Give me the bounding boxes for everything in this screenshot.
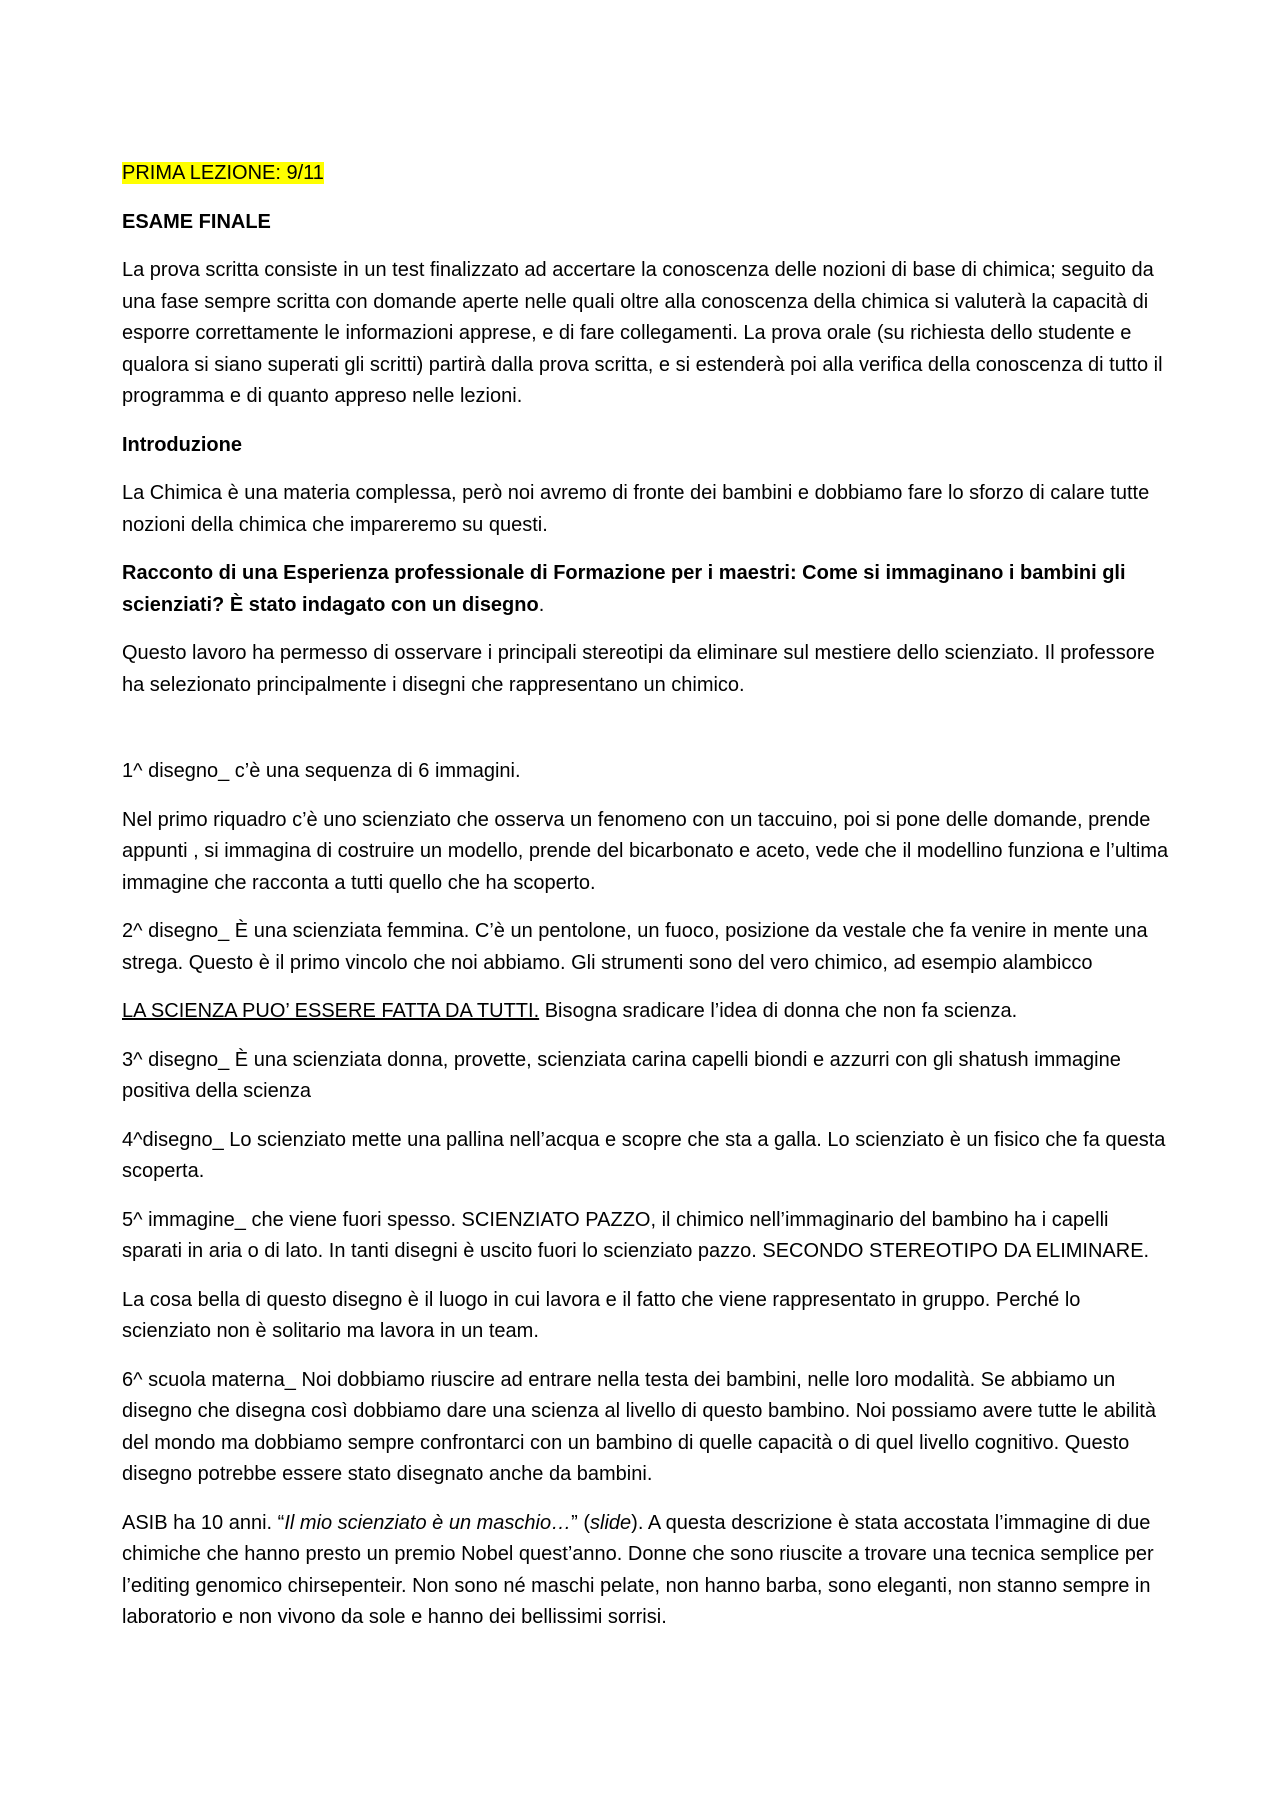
- drawing-3-paragraph: 3^ disegno_ È una scienziata donna, provette, scienziata carina capelli biondi e azzurri con gli shatush immagine positiva della scienza: [122, 1048, 1121, 1102]
- asib-paragraph: [122, 1508, 1172, 1634]
- drawing-1-paragraph: Nel primo riquadro c’è uno scienziato che osserva un fenomeno con un taccuino, poi si pone delle domande, prende appunti , si immagina di costruire un modello, prende del bicarbonato e aceto, vede che il modellino funziona e l’ultima immagine che racconta a tutti quello che ha scoperto.: [122, 808, 1169, 894]
- story-paragraph: Questo lavoro ha permesso di osservare i principali stereotipi da eliminare sul mestiere dello scienziato. Il professore ha selezionato principalmente i disegni che rappresentano un chimico.: [122, 642, 1155, 696]
- exam-heading: ESAME FINALE: [122, 210, 271, 233]
- intro-paragraph: La Chimica è una materia complessa, però noi avremo di fronte dei bambini e dobbiamo fare lo sforzo di calare tutte nozioni della chimica che impareremo su questi.: [122, 482, 1150, 536]
- asib-mid: ” (: [571, 1511, 591, 1534]
- intro-heading: Introduzione: [122, 433, 242, 456]
- lesson-header: [122, 158, 1172, 190]
- science-for-all-rest: Bisogna sradicare l’idea di donna che non fa scienza.: [539, 1000, 1018, 1022]
- story-heading: [122, 558, 1172, 621]
- lesson-header-highlight: PRIMA LEZIONE: 9/11: [122, 162, 324, 184]
- science-for-all-paragraph: [122, 996, 1172, 1028]
- asib-quote: Il mio scienziato è un maschio…: [284, 1511, 572, 1534]
- drawing-5-note: La cosa bella di questo disegno è il luogo in cui lavora e il fatto che viene rappresentato in gruppo. Perché lo scienziato non è solitario ma lavora in un team.: [122, 1288, 1081, 1342]
- story-heading-tail: .: [538, 593, 545, 616]
- asib-intro: ASIB ha 10 anni. “: [122, 1511, 285, 1534]
- science-for-all-underlined: LA SCIENZA PUO’ ESSERE FATTA DA TUTTI.: [122, 1000, 540, 1022]
- drawing-1-title: 1^ disegno_ c’è una sequenza di 6 immagini.: [122, 760, 521, 782]
- document-page: [122, 158, 1172, 1651]
- drawing-6-paragraph: 6^ scuola materna_ Noi dobbiamo riuscire ad entrare nella testa dei bambini, nelle loro modalità. Se abbiamo un disegno che disegna così dobbiamo dare una scienza al livello di questo bambino. Noi possiamo avere tutte le abilità del mondo ma dobbiamo sempre confrontarci con un bambino di quelle capacità o di quel livello cognitivo. Questo disegno potrebbe essere stato disegnato anche da bambini.: [122, 1368, 1156, 1485]
- drawing-5-paragraph: 5^ immagine_ che viene fuori spesso. SCIENZIATO PAZZO, il chimico nell’immaginario del bambino ha i capelli sparati in aria o di lato. In tanti disegni è uscito fuori lo scienziato pazzo. SECONDO STEREOTIPO DA ELIMINARE.: [122, 1208, 1150, 1262]
- exam-paragraph: La prova scritta consiste in un test finalizzato ad accertare la conoscenza delle nozioni di base di chimica; seguito da una fase sempre scritta con domande aperte nelle quali oltre alla conoscenza della chimica si valuterà la capacità di esporre correttamente le informazioni apprese, e di fare collegamenti. La prova orale (su richiesta dello studente e qualora si siano superati gli scritti) partirà dalla prova scritta, e si estenderà poi alla verifica della conoscenza di tutto il programma e di quanto appreso nelle lezioni.: [122, 259, 1163, 407]
- story-heading-bold: Racconto di una Esperienza professionale di Formazione per i maestri: Come si immaginano i bambini gli scienziati? È stato indagato con un disegno: [122, 562, 1126, 616]
- drawing-4-paragraph: 4^disegno_ Lo scienziato mette una pallina nell’acqua e scopre che sta a galla. Lo scienziato è un fisico che fa questa scoperta.: [122, 1128, 1166, 1182]
- drawing-2-paragraph: 2^ disegno_ È una scienziata femmina. C’è un pentolone, un fuoco, posizione da vestale che fa venire in mente una strega. Questo è il primo vincolo che noi abbiamo. Gli strumenti sono del vero chimico, ad esempio alambicco: [122, 920, 1148, 974]
- asib-rest: ). A questa descrizione è stata accostata l’immagine di due chimiche che hanno presto un premio Nobel quest’anno. Donne che sono riuscite a trovare una tecnica semplice per l’editing genomico chirsepenteir. Non sono né maschi pelate, non hanno barba, sono eleganti, non stanno sempre in laboratorio e non vivono da sole e hanno dei bellissimi sorrisi.: [122, 1511, 1154, 1628]
- asib-slide: slide: [590, 1511, 632, 1534]
